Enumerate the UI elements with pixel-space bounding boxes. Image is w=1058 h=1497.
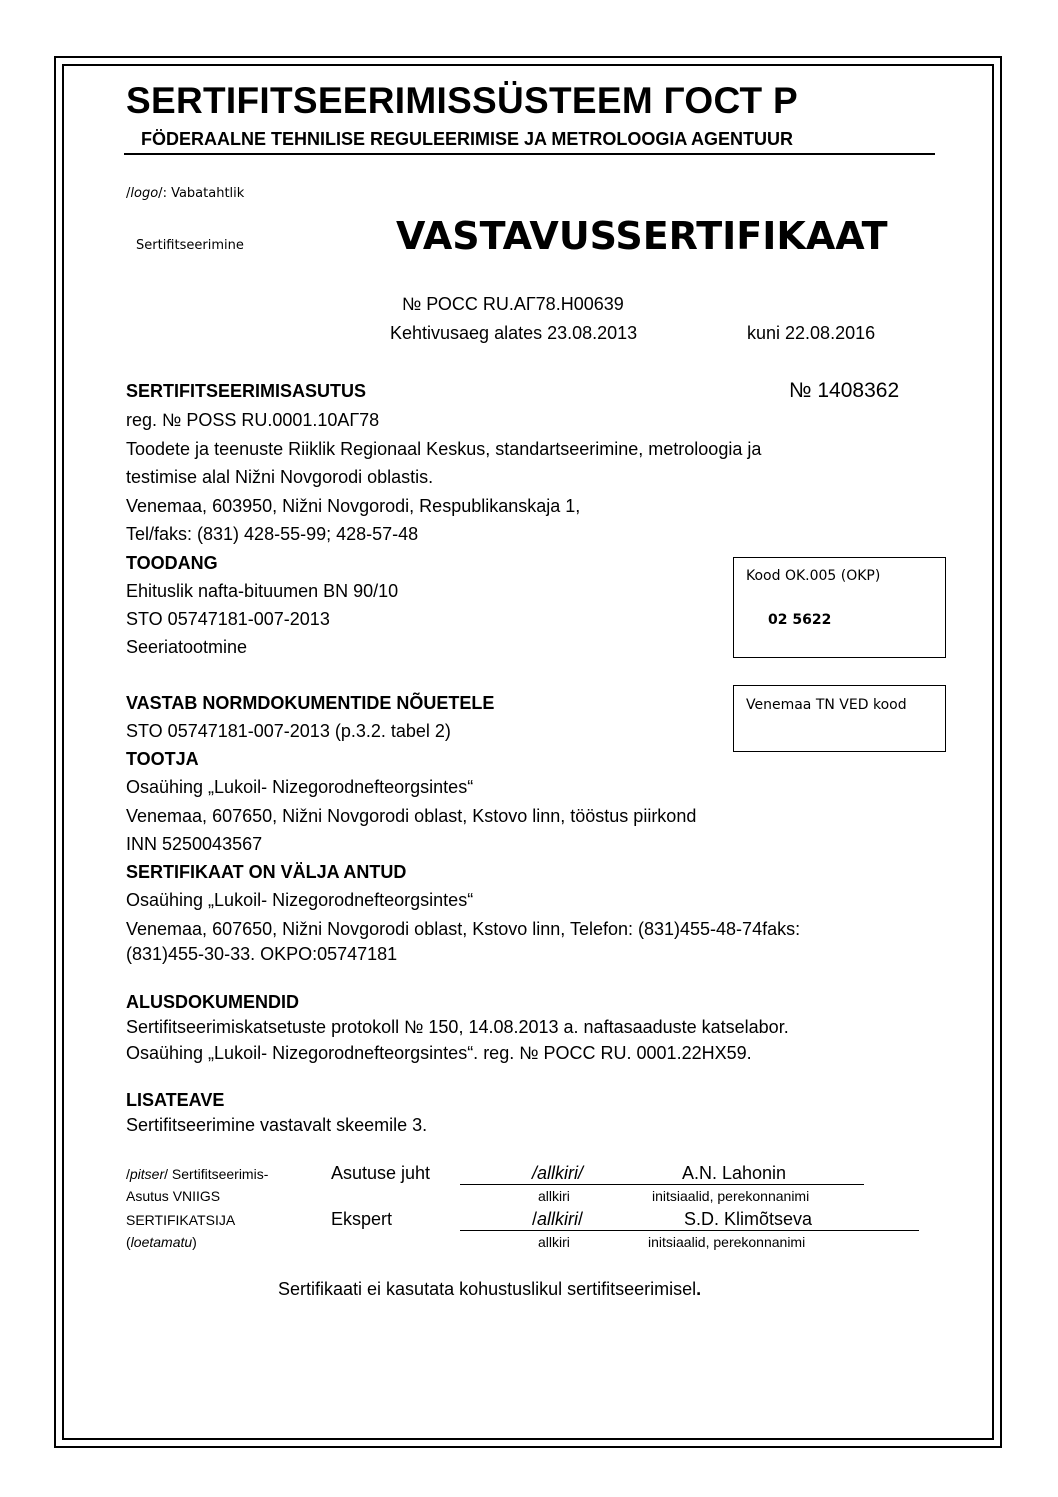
- certificate-title: VASTAVUSSERTIFIKAAT: [396, 214, 888, 258]
- issued-to-heading: SERTIFIKAAT ON VÄLJA ANTUD: [126, 862, 407, 882]
- head-role: Asutuse juht: [331, 1163, 431, 1183]
- certificate-number: № РОСС RU.АГ78.Н00639: [402, 294, 624, 314]
- issued-to-address-1: Venemaa, 607650, Nižni Novgorodi oblast, Kstovo linn, Telefon: (831)455-48-74faks:: [126, 919, 801, 939]
- product-line-1: Ehituslik nafta-bituumen BN 90/10: [126, 581, 399, 601]
- cert-body-reg: reg. № POSS RU.0001.10АГ78: [126, 410, 380, 430]
- tnved-code-box: [733, 685, 946, 752]
- inner-border: [62, 64, 994, 1440]
- manufacturer-name: Osaühing „Lukoil- Nizegorodnefteorgsintes“: [126, 777, 474, 797]
- product-heading: TOODANG: [126, 553, 218, 573]
- head-name: A.N. Lahonin: [682, 1163, 787, 1183]
- voluntary-label: : Vabatahtlik: [162, 186, 245, 201]
- cert-body-phone: Tel/faks: (831) 428-55-99; 428-57-48: [126, 524, 419, 544]
- tnved-code-label: Venemaa TN VED kood: [746, 697, 907, 713]
- okp-code-label: Kood OK.005 (OKP): [746, 568, 881, 584]
- head-signature-line: [460, 1184, 864, 1185]
- header-rule: [124, 153, 935, 155]
- cert-body-heading: SERTIFITSEERIMISASUTUS: [126, 381, 367, 401]
- cert-body-name-2: testimise alal Nižni Novgorodi oblastis.: [126, 467, 434, 487]
- system-title: SERTIFITSEERIMISSÜSTEEM ГОСТ Р: [126, 80, 799, 121]
- form-number: № 1408362: [789, 379, 900, 402]
- manufacturer-address: Venemaa, 607650, Nižni Novgorodi oblast, Kstovo linn, tööstus piirkond: [126, 806, 697, 826]
- product-line-3: Seeriatootmine: [126, 637, 248, 657]
- expert-signature-text: allkiri: [537, 1209, 579, 1229]
- issued-to-name: Osaühing „Lukoil- Nizegorodnefteorgsintes“: [126, 890, 474, 910]
- cert-body-address: Venemaa, 603950, Nižni Novgorodi, Respublikanskaja 1,: [126, 496, 581, 516]
- logo-word: logo: [130, 186, 159, 201]
- additional-line-1: Sertifitseerimine vastavalt skeemile 3.: [126, 1115, 428, 1135]
- expert-name-caption: initsiaalid, perekonnanimi: [648, 1234, 806, 1250]
- stamp-line-1: /pitser/ Sertifitseerimis-: [126, 1166, 269, 1182]
- expert-signature: /allkiri/: [532, 1209, 584, 1229]
- validity-from: Kehtivusaeg alates 23.08.2013: [390, 323, 638, 343]
- cert-body-name-1: Toodete ja teenuste Riiklik Regionaal Keskus, standartseerimine, metroloogia ja: [126, 439, 762, 459]
- stamp-line-3: SERTIFIKATSIJA: [126, 1212, 236, 1228]
- expert-name: S.D. Klimõtseva: [684, 1209, 813, 1229]
- okp-code-value: 02 5622: [768, 612, 832, 628]
- head-name-caption: initsiaalid, perekonnanimi: [652, 1188, 810, 1204]
- basis-heading: ALUSDOKUMENDID: [126, 992, 299, 1012]
- product-line-2: STO 05747181-007-2013: [126, 609, 330, 629]
- stamp-line-2: Asutus VNIIGS: [126, 1188, 221, 1204]
- head-signature-caption: allkiri: [538, 1188, 570, 1204]
- stamp-text: Sertifitseerimis-: [168, 1166, 269, 1182]
- certification-label: Sertifitseerimine: [136, 238, 244, 253]
- conformity-line-1: STO 05747181-007-2013 (p.3.2. tabel 2): [126, 721, 451, 741]
- footer-note-end: .: [696, 1279, 702, 1299]
- logo-line: /logo/: Vabatahtlik: [126, 186, 245, 201]
- stamp-illegible-word: loetamatu: [130, 1234, 193, 1250]
- validity-to: kuni 22.08.2016: [747, 323, 876, 343]
- head-signature: [532, 1163, 583, 1184]
- manufacturer-inn: INN 5250043567: [126, 834, 263, 854]
- additional-heading: LISATEAVE: [126, 1090, 225, 1110]
- stamp-word: pitser: [129, 1166, 165, 1182]
- expert-role: Ekspert: [331, 1209, 393, 1229]
- basis-line-2: Osaühing „Lukoil- Nizegorodnefteorgsintes“. reg. № POCC RU. 0001.22НХ59.: [126, 1043, 752, 1063]
- manufacturer-heading: TOOTJA: [126, 749, 199, 769]
- footer-note: [278, 1279, 701, 1300]
- conformity-heading: VASTAB NORMDOKUMENTIDE NÕUETELE: [126, 693, 495, 713]
- stamp-illegible: (loetamatu): [126, 1234, 197, 1250]
- footer-note-text: Sertifikaati ei kasutata kohustuslikul sertifitseerimisel: [278, 1279, 697, 1299]
- expert-signature-caption: allkiri: [538, 1234, 570, 1250]
- basis-line-1: Sertifitseerimiskatsetuste protokoll № 150, 14.08.2013 a. naftasaaduste katselabor.: [126, 1017, 789, 1037]
- issued-to-address-2: (831)455-30-33. OKPO:05747181: [126, 944, 398, 964]
- okp-code-box: [733, 557, 946, 658]
- agency-name: FÖDERAALNE TEHNILISE REGULEERIMISE JA METROLOOGIA AGENTUUR: [141, 129, 794, 149]
- expert-signature-line: [460, 1230, 919, 1231]
- head-signature-text: /allkiri/: [532, 1163, 584, 1183]
